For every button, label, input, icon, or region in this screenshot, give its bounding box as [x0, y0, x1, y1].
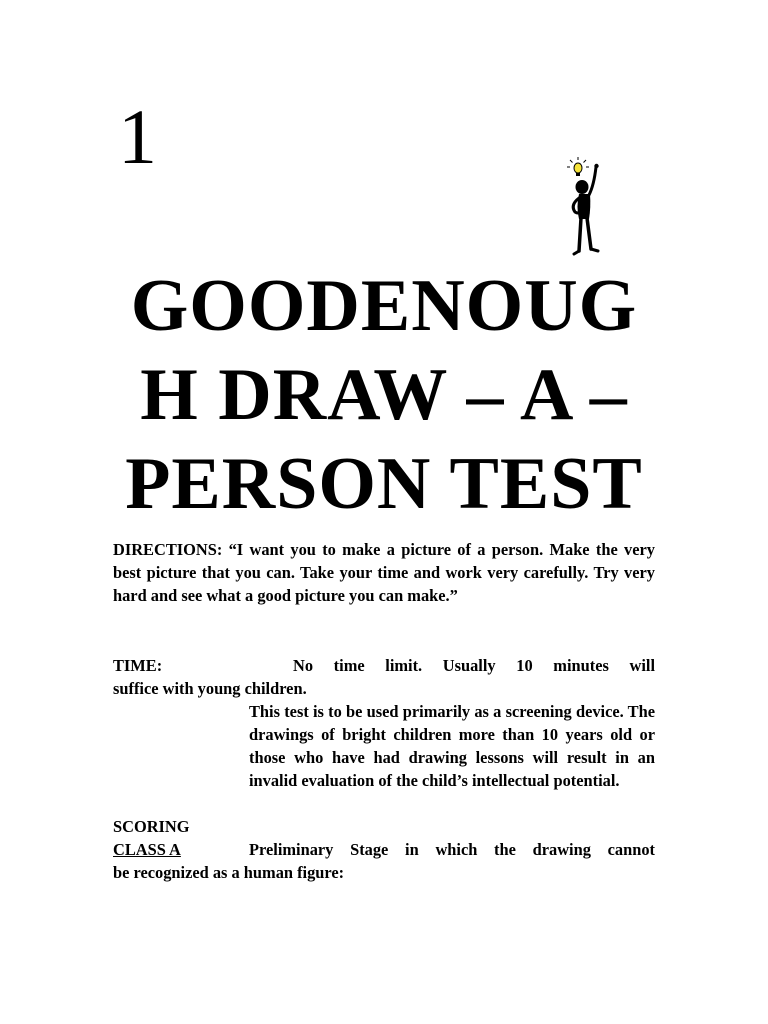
document-title: [0, 262, 768, 529]
time-section: [113, 654, 655, 700]
page-number: 1: [118, 93, 157, 180]
class-a-line-1: Preliminary Stage in which the drawing cannot: [249, 840, 655, 859]
scoring-section: [113, 815, 655, 884]
title-line-3: PERSON TEST: [125, 443, 643, 525]
scoring-heading: SCORING: [113, 817, 190, 836]
directions-paragraph: DIRECTIONS: “I want you to make a picture of a person. Make the very best picture that you can. Take your time and work very carefully. Try very hard and see what a good picture you can make.”: [113, 540, 655, 605]
title-line-1: GOODENOUG: [130, 265, 638, 347]
screening-paragraph: This test is to be used primarily as a screening device. The drawings of bright children more than 10 years old or those who have had drawing lessons will result in an invalid evaluation of the child’s intellectual potential.: [249, 702, 655, 790]
time-line-1: No time limit. Usually 10 minutes will: [293, 656, 655, 675]
time-line-2: suffice with young children.: [113, 679, 307, 698]
title-line-2: H DRAW – A –: [140, 354, 628, 436]
class-a-line-2: be recognized as a human figure:: [113, 863, 345, 882]
time-label: TIME:: [113, 656, 163, 675]
class-a-label: CLASS A: [113, 840, 181, 859]
thinking-person-lightbulb-icon: [560, 155, 610, 260]
